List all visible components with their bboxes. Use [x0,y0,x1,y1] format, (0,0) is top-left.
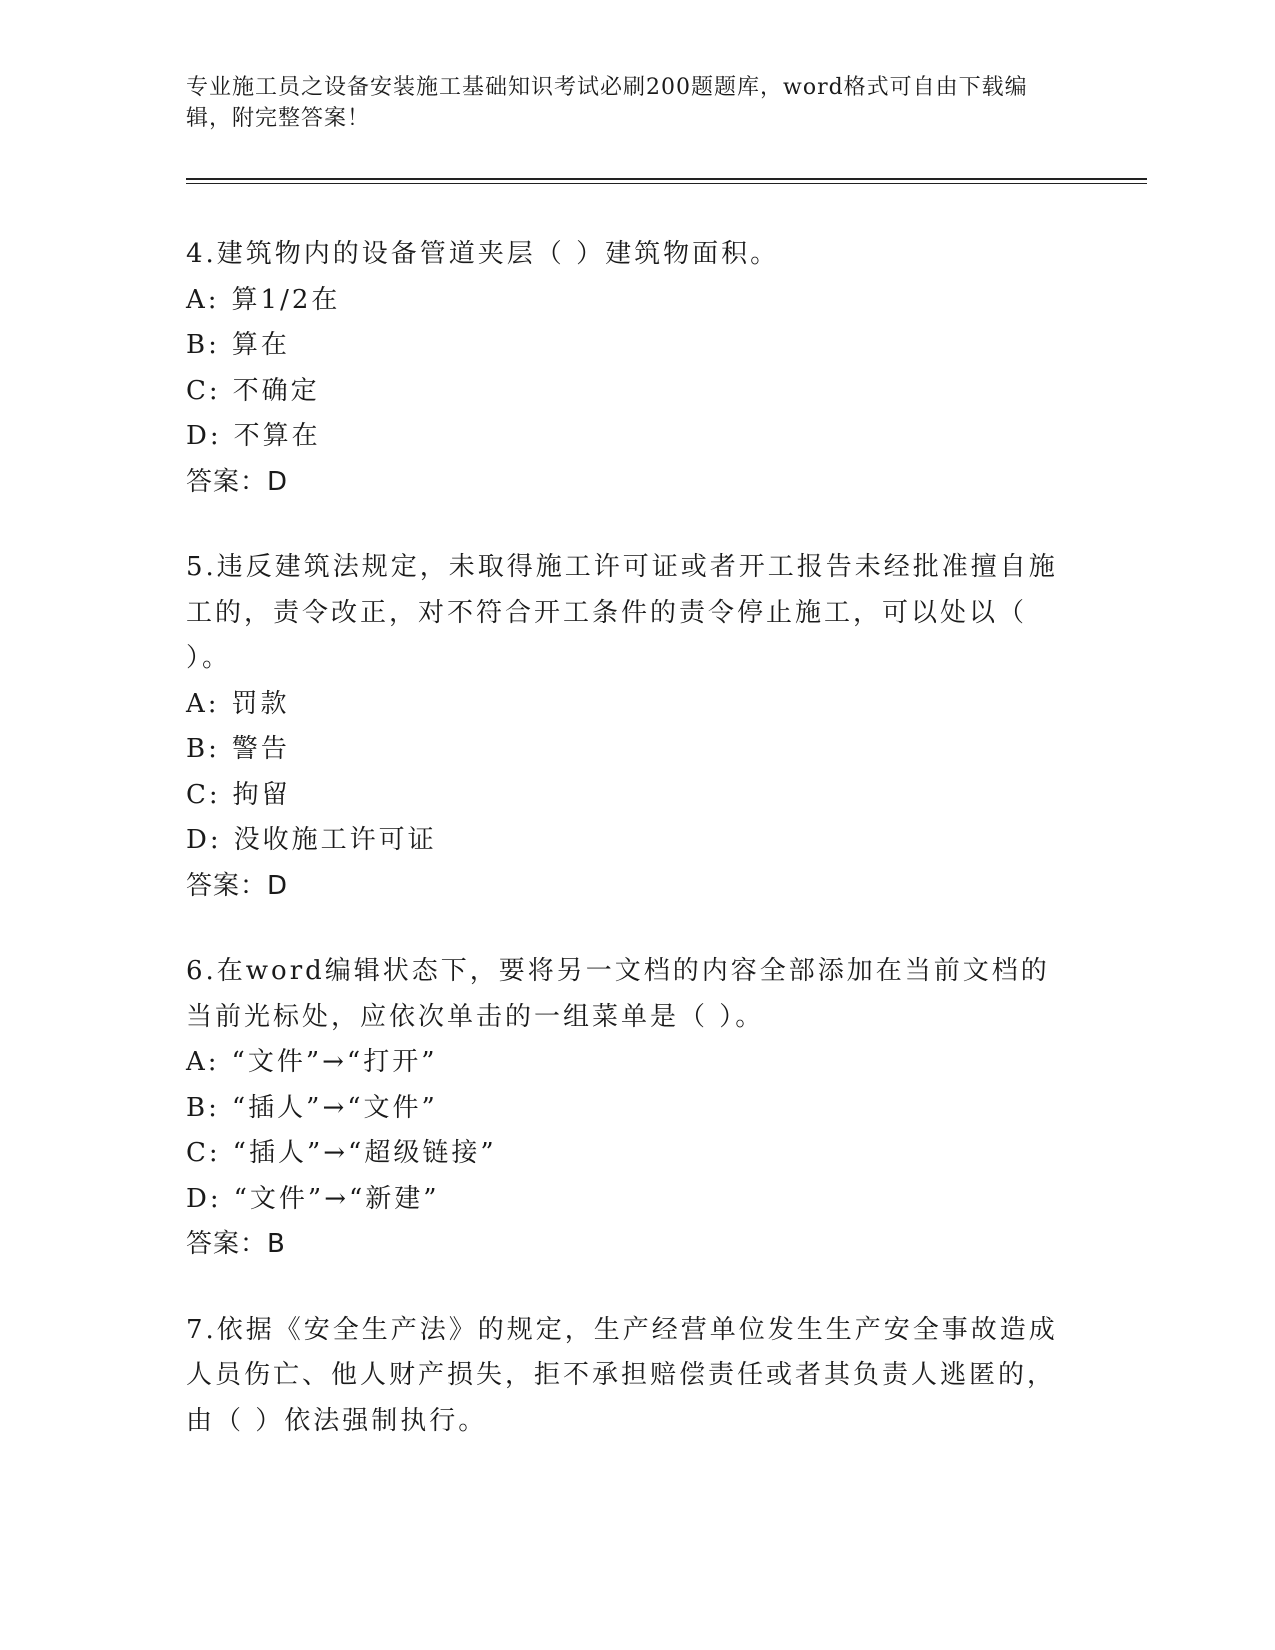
header-rule-thick [186,178,1147,180]
option-text: 算在 [231,330,290,360]
option-c [186,369,1066,415]
question-stem: 5.违反建筑法规定，未取得施工许可证或者开工报告未经批准擅自施工的，责令改正，对不符合开工条件的责令停止施工，可以处以（ ）。 [186,552,1058,673]
option-d [186,818,1066,864]
option-text: 没收施工许可证 [233,825,437,855]
option-text: 不确定 [232,375,320,406]
option-key: A: [186,284,220,315]
option-d [186,414,1066,460]
question-stem: 6.在word编辑状态下，要将另一文档的内容全部添加在当前文档的当前光标处，应依次单击的一组菜单是（ ）。 [186,956,1050,1032]
question-stem: 4.建筑物内的设备管道夹层（ ）建筑物面积。 [186,239,780,269]
option-c [186,1131,1066,1177]
option-a [186,682,1066,728]
option-key: C: [186,779,221,810]
option-a [186,1040,1066,1086]
option-key: C: [186,375,221,406]
option-key: A: [186,688,220,719]
option-a [186,278,1066,324]
option-key: B: [186,734,220,764]
document-header: 专业施工员之设备安装施工基础知识考试必刷200题题库，word格式可自由下载编辑，附完整答案！ [186,75,1028,131]
answer-line: 答案：D [186,466,289,497]
option-key: C: [186,1138,221,1168]
question-4 [186,232,1066,505]
option-text: 拘留 [232,779,291,810]
answer-line: 答案：B [186,1229,286,1259]
option-text: 警告 [231,734,290,764]
option-text: “文件”→“打开” [231,1047,438,1077]
question-stem: 7.依据《安全生产法》的规定，生产经营单位发生生产安全事故造成人员伤亡、他人财产损失，拒不承担赔偿责任或者其负责人逃匿的，由（ ）依法强制执行。 [186,1314,1058,1436]
option-text: “插人”→“文件” [231,1092,438,1123]
option-d [186,1177,1066,1223]
option-c [186,773,1066,819]
question-list [186,232,1066,1484]
option-text: 不算在 [233,421,321,451]
option-key: D: [186,421,222,451]
option-b [186,323,1066,369]
option-text: 罚款 [231,688,290,719]
option-b [186,727,1066,773]
question-5 [186,545,1066,909]
option-key: B: [186,1092,220,1123]
option-key: D: [186,825,222,855]
option-key: A: [186,1047,220,1077]
option-key: D: [186,1183,222,1214]
question-7 [186,1308,1066,1445]
answer-line: 答案：D [186,870,289,901]
option-b [186,1086,1066,1132]
option-text: 算1/2在 [231,284,341,315]
option-key: B: [186,330,220,360]
option-text: “插人”→“超级链接” [232,1138,497,1168]
option-text: “文件”→“新建” [233,1183,440,1214]
question-6 [186,949,1066,1268]
header-rule-thin [186,183,1147,184]
